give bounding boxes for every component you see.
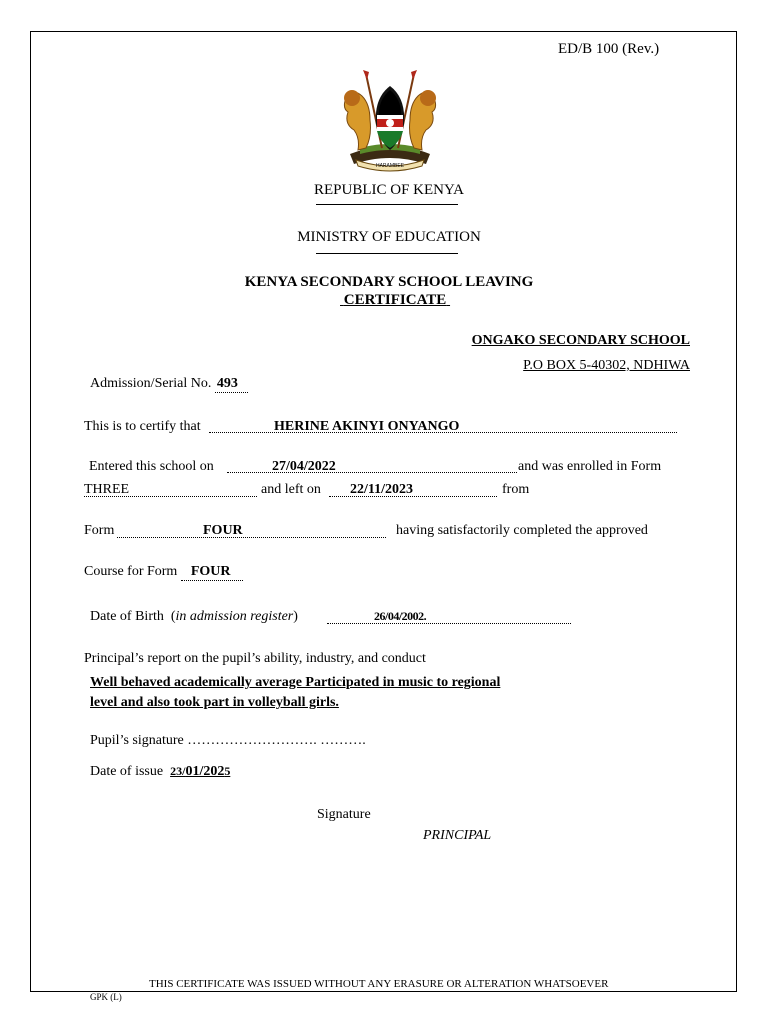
enrolled-form-dotline (84, 496, 257, 497)
pupil-signature: Pupil’s signature ………………………. ………. (90, 733, 366, 748)
svg-text:HARAMBEE: HARAMBEE (375, 163, 405, 169)
report-label: Principal’s report on the pupil’s ability, industry, and conduct (84, 651, 426, 666)
left-date: 22/11/2023 (350, 482, 414, 497)
dob-paren-close: ) (293, 609, 298, 624)
report-line2: level and also took part in volleyball girls. (90, 695, 339, 710)
republic-underline (316, 204, 458, 205)
ministry-heading: MINISTRY OF EDUCATION (297, 229, 481, 245)
school-name: ONGAKO SECONDARY SCHOOL (471, 333, 690, 348)
form-label: Form (84, 523, 115, 538)
issue-label: Date of issue (90, 764, 164, 779)
issue-line (90, 764, 230, 780)
entered-label: Entered this school on (89, 459, 214, 474)
form-value: FOUR (203, 523, 243, 538)
report-line1: Well behaved academically average Participated in music to regional (90, 675, 501, 690)
issue-date: 23/01/2025 (170, 764, 231, 779)
form-suffix: having satisfactorily completed the approved (396, 523, 648, 538)
republic-heading: REPUBLIC OF KENYA (313, 182, 464, 198)
dob-paren-open: ( (170, 609, 176, 624)
kenya-coat-of-arms-icon (336, 68, 444, 172)
student-name: HERINE AKINYI ONYANGO (274, 419, 460, 434)
entered-date: 27/04/2022 (272, 459, 336, 474)
form-dotline (117, 537, 386, 538)
course-form: FOUR (181, 564, 243, 581)
admission-label: Admission/Serial No. (90, 376, 212, 391)
form-code: ED/B 100 (Rev.) (558, 41, 660, 57)
dob-label: Date of Birth (90, 609, 164, 624)
school-address: P.O BOX 5-40302, NDHIWA (523, 358, 690, 373)
certificate-border (30, 31, 737, 992)
admission-number: 493 (215, 376, 248, 393)
course-label: Course for Form (84, 564, 178, 579)
gpk-code: GPK (L) (90, 992, 122, 1002)
signature-label: Signature (317, 807, 371, 822)
admission-line (90, 376, 248, 393)
certificate-title-line1: KENYA SECONDARY SCHOOL LEAVING (244, 274, 534, 290)
entered-dotline (227, 472, 517, 473)
disclaimer: THIS CERTIFICATE WAS ISSUED WITHOUT ANY ERASURE OR ALTERATION WHATSOEVER (149, 978, 609, 990)
dob-dotline (327, 623, 571, 624)
enrolled-label: and was enrolled in Form (518, 459, 662, 474)
left-label: and left on (261, 482, 321, 497)
dob-value: 26/04/2002. (374, 609, 427, 623)
dob-note: in admission register (175, 609, 294, 624)
dob-label-line (90, 609, 298, 625)
from-label: from (502, 482, 530, 497)
course-line (84, 564, 243, 581)
principal-label: PRINCIPAL (423, 828, 492, 843)
certify-label: This is to certify that (84, 419, 201, 434)
ministry-underline (316, 253, 458, 254)
certificate-title-line2: CERTIFICATE (343, 292, 447, 308)
enrolled-form: THREE (84, 482, 130, 497)
